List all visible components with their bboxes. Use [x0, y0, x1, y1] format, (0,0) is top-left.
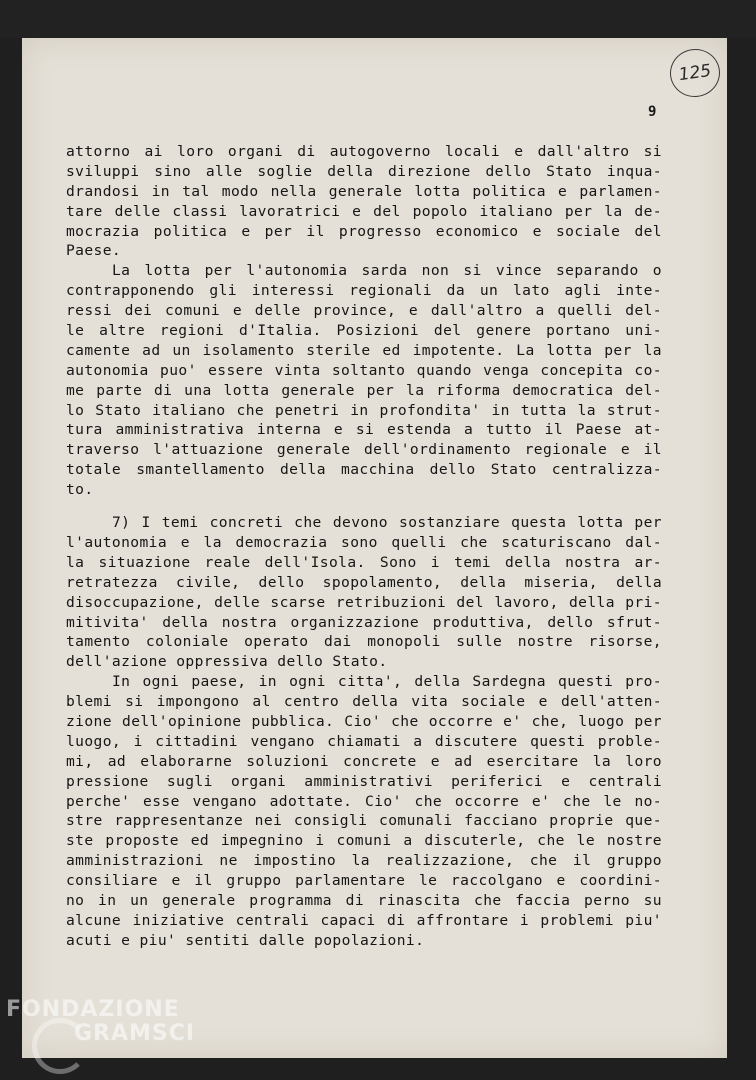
text-line: acuti e piu' sentiti dalle popolazioni.: [66, 931, 425, 949]
text-line: perche' esse vengano adottate. Cio' che occorre e' che le no-: [66, 792, 662, 810]
scanner-background: [0, 0, 756, 38]
watermark-line-1: FONDAZIONE: [6, 997, 180, 1022]
text-line: camente ad un isolamento sterile ed impotente. La lotta per la: [66, 341, 662, 359]
text-line: to.: [66, 481, 94, 499]
text-line: le altre regioni d'Italia. Posizioni del genere portano uni-: [66, 322, 662, 340]
text-line: la situazione reale dell'Isola. Sono i temi della nostra ar-: [66, 553, 662, 571]
text-line: tura amministrativa interna e si estenda a tutto il Paese at-: [66, 421, 662, 439]
text-line: In ogni paese, in ogni citta', della Sardegna questi pro-: [112, 673, 662, 691]
text-line: lo Stato italiano che penetri in profondita' in tutta la strut-: [66, 401, 662, 419]
text-line: amministrazioni ne impostino la realizzazione, che il gruppo: [66, 852, 662, 870]
text-line: 7) I temi concreti che devono sostanziare questa lotta per: [112, 514, 662, 532]
text-line: La lotta per l'autonomia sarda non si vince separando o: [112, 262, 662, 280]
text-line: alcune iniziative centrali capaci di affrontare i problemi piu': [66, 911, 662, 929]
text-line: zione dell'opinione pubblica. Cio' che occorre e' che, luogo per: [66, 712, 662, 730]
document-body: [66, 142, 662, 951]
text-line: retratezza civile, dello spopolamento, della miseria, della: [66, 573, 662, 591]
text-line: mitivita' della nostra organizzazione produttiva, dello sfrut-: [66, 613, 662, 631]
paragraph-gap: [66, 500, 662, 513]
text-line: Paese.: [66, 242, 122, 260]
watermark: [6, 998, 195, 1046]
text-line: sviluppi sino alle soglie della direzione dello Stato inqua-: [66, 162, 662, 180]
text-line: l'autonomia e la democrazia sono quelli che scaturiscano dal-: [66, 533, 662, 551]
text-line: mocrazia politica e per il progresso economico e sociale del: [66, 222, 662, 240]
text-line: blemi si impongono al centro della vita sociale e dell'atten-: [66, 693, 662, 711]
text-line: autonomia puo' essere vinta soltanto quando venga concepita co-: [66, 361, 662, 379]
text-line: attorno ai loro organi di autogoverno locali e dall'altro si: [66, 143, 662, 160]
page-number: 9: [648, 104, 657, 120]
text-line: mi, ad elaborarne soluzioni concrete e ad esercitare la loro: [66, 752, 662, 770]
watermark-line-2: GRAMSCI: [74, 1021, 196, 1046]
text-line: pressione sugli organi amministrativi periferici e centrali: [66, 772, 662, 790]
text-line: dell'azione oppressiva dello Stato.: [66, 653, 388, 671]
text-line: consiliare e il gruppo parlamentare le raccolgano e coordini-: [66, 872, 662, 890]
text-line: ressi dei comuni e delle province, e dall'altro a quelli del-: [66, 302, 662, 320]
text-line: no in un generale programma di rinascita che faccia perno su: [66, 892, 662, 909]
text-line: luogo, i cittadini vengano chiamati a discutere questi proble-: [66, 732, 662, 750]
text-line: contrapponendo gli interessi regionali da un lato agli inte-: [66, 282, 662, 300]
text-line: tamento coloniale operato dai monopoli sulle nostre risorse,: [66, 633, 662, 651]
text-line: ste proposte ed impegnino i comuni a discuterle, che le nostre: [66, 832, 662, 850]
text-line: drandosi in tal modo nella generale lotta politica e parlamen-: [66, 182, 662, 200]
text-line: disoccupazione, delle scarse retribuzioni del lavoro, della pri-: [66, 593, 662, 611]
text-line: traverso l'attuazione generale dell'ordinamento regionale e il: [66, 441, 662, 459]
text-line: me parte di una lotta generale per la riforma democratica del-: [66, 381, 662, 399]
text-line: totale smantellamento della macchina dello Stato centralizza-: [66, 461, 662, 479]
text-line: tare delle classi lavoratrici e del popolo italiano per la de-: [66, 202, 662, 220]
archive-stamp-number: 125: [677, 60, 713, 86]
text-line: stre rappresentanze nei consigli comunali facciano proprie que-: [66, 812, 662, 830]
